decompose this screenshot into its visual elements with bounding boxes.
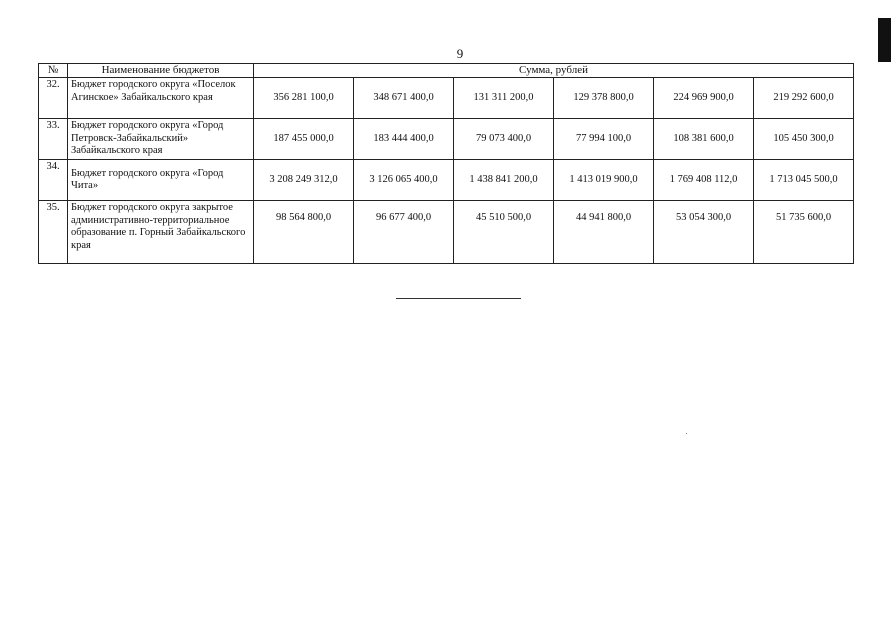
amount-cell: 53 054 300,0 — [654, 201, 754, 264]
amount-cell: 1 713 045 500,0 — [754, 160, 854, 201]
amount-cell: 105 450 300,0 — [754, 119, 854, 160]
budget-table — [38, 63, 854, 264]
budget-name: Бюджет городского округа «Город Чита» — [68, 160, 254, 201]
amount-cell: 108 381 600,0 — [654, 119, 754, 160]
amount-cell: 44 941 800,0 — [554, 201, 654, 264]
amount-cell: 129 378 800,0 — [554, 78, 654, 119]
amount-cell: 79 073 400,0 — [454, 119, 554, 160]
table-row — [39, 160, 854, 201]
amount-cell: 1 769 408 112,0 — [654, 160, 754, 201]
amount-cell: 224 969 900,0 — [654, 78, 754, 119]
header-sum: Сумма, рублей — [254, 64, 854, 78]
row-number: 32. — [39, 78, 68, 119]
table-row — [39, 119, 854, 160]
amount-cell: 3 208 249 312,0 — [254, 160, 354, 201]
budget-name: Бюджет городского округа «Город Петровск-Забайкальский» Забайкальского края — [68, 119, 254, 160]
end-of-document-rule — [396, 298, 521, 299]
amount-cell: 96 677 400,0 — [354, 201, 454, 264]
row-number: 33. — [39, 119, 68, 160]
amount-cell: 187 455 000,0 — [254, 119, 354, 160]
row-number: 35. — [39, 201, 68, 264]
header-num: № — [39, 64, 68, 78]
header-name: Наименование бюджетов — [68, 64, 254, 78]
table-row — [39, 201, 854, 264]
amount-cell: 348 671 400,0 — [354, 78, 454, 119]
page-number: 9 — [456, 46, 464, 61]
amount-cell: 51 735 600,0 — [754, 201, 854, 264]
budget-name: Бюджет городского округа «Поселок Агинское» Забайкальского края — [68, 78, 254, 119]
amount-cell: 219 292 600,0 — [754, 78, 854, 119]
amount-cell: 1 413 019 900,0 — [554, 160, 654, 201]
amount-cell: 356 281 100,0 — [254, 78, 354, 119]
row-number: 34. — [39, 160, 68, 201]
amount-cell: 77 994 100,0 — [554, 119, 654, 160]
amount-cell: 131 311 200,0 — [454, 78, 554, 119]
budget-name: Бюджет городского округа закрытое административно-территориальное образование п. Горный Забайкальского края — [68, 201, 254, 264]
amount-cell: 3 126 065 400,0 — [354, 160, 454, 201]
table-header-row — [39, 64, 854, 78]
table-row — [39, 78, 854, 119]
amount-cell: 1 438 841 200,0 — [454, 160, 554, 201]
amount-cell: 183 444 400,0 — [354, 119, 454, 160]
amount-cell: 45 510 500,0 — [454, 201, 554, 264]
scan-edge-mark — [878, 18, 891, 62]
amount-cell: 98 564 800,0 — [254, 201, 354, 264]
scan-speck — [686, 433, 687, 434]
